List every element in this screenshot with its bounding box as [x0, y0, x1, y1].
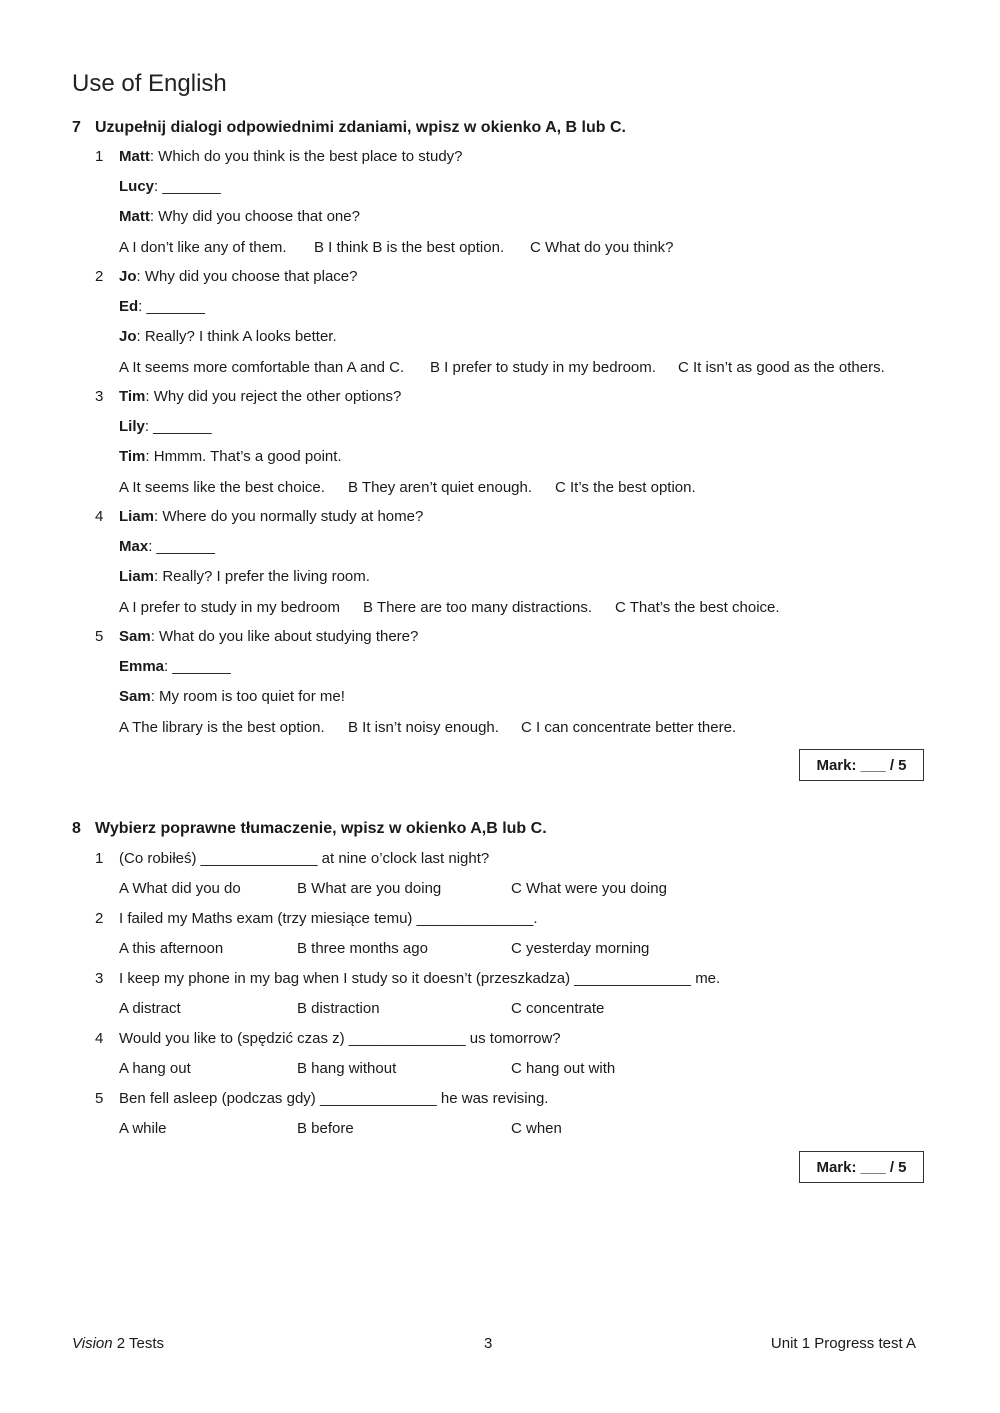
translation-option: B hang without: [297, 1060, 397, 1077]
dialogue-text: : What do you like about studying there?: [150, 628, 419, 645]
answer-option: B They aren’t quiet enough.: [348, 479, 533, 496]
answer-option: B It isn’t noisy enough.: [348, 719, 499, 736]
answer-option: C I can concentrate better there.: [521, 719, 737, 736]
answer-option: A I prefer to study in my bedroom: [119, 599, 340, 616]
answer-option: A It seems like the best choice.: [119, 479, 325, 496]
translation-sentence[interactable]: I keep my phone in my bag when I study so it doesn’t (przeszkadza) ______________ me.: [119, 970, 721, 987]
speaker-name: Jo: [119, 328, 137, 345]
dialogue-text: : Really? I prefer the living room.: [154, 568, 370, 585]
footer-book-title: [72, 1335, 164, 1352]
speaker-name: Emma: [119, 658, 165, 675]
translation-sentence[interactable]: I failed my Maths exam (trzy miesiące temu) ______________.: [119, 910, 538, 927]
answer-option: C It isn’t as good as the others.: [678, 359, 885, 376]
answer-option: A I don’t like any of them.: [119, 239, 287, 256]
answer-option: B I think B is the best option.: [314, 239, 505, 256]
translation-number: 2: [95, 910, 104, 927]
speaker-name: Ed: [119, 298, 139, 315]
dialogue-text: : Which do you think is the best place to study?: [149, 148, 463, 165]
dialogue-number: 3: [95, 388, 104, 405]
dialogue-answer-line[interactable]: [119, 178, 221, 195]
translation-option: C yesterday morning: [511, 940, 650, 957]
footer-book-name: Vision: [72, 1335, 113, 1352]
dialogue-text: : Why did you choose that place?: [136, 268, 358, 285]
answer-option: B There are too many distractions.: [363, 599, 592, 616]
speaker-name: Liam: [119, 508, 155, 525]
dialogue-text: : Why did you reject the other options?: [145, 388, 402, 405]
speaker-name: Sam: [119, 628, 151, 645]
translation-option: B before: [297, 1120, 354, 1137]
page-title: Use of English: [72, 70, 227, 97]
dialogue-number: 1: [95, 148, 104, 165]
section-7-instruction: Uzupełnij dialogi odpowiednimi zdaniami, wpisz w okienko A, B lub C.: [95, 119, 626, 136]
section-8-number: 8: [72, 820, 81, 837]
dialogue-line: [119, 208, 360, 225]
dialogue-answer-line[interactable]: [119, 298, 205, 315]
speaker-name: Sam: [119, 688, 151, 705]
answer-option: C What do you think?: [530, 239, 674, 256]
dialogue-line: [119, 448, 342, 465]
dialogue-text: : _______: [164, 658, 231, 675]
dialogue-line: [119, 688, 345, 705]
section-8-mark-box[interactable]: Mark: ___ / 5: [799, 1151, 924, 1183]
dialogue-text: : _______: [138, 298, 205, 315]
translation-number: 1: [95, 850, 104, 867]
section-7-mark-box[interactable]: Mark: ___ / 5: [799, 749, 924, 781]
answer-option: B I prefer to study in my bedroom.: [430, 359, 656, 376]
translation-option: C hang out with: [511, 1060, 616, 1077]
speaker-name: Lily: [119, 418, 145, 435]
dialogue-number: 2: [95, 268, 104, 285]
dialogue-number: 4: [95, 508, 104, 525]
translation-option: C when: [511, 1120, 562, 1137]
translation-number: 4: [95, 1030, 104, 1047]
speaker-name: Tim: [119, 388, 146, 405]
translation-sentence[interactable]: Would you like to (spędzić czas z) ______________ us tomorrow?: [119, 1030, 561, 1047]
section-8-instruction: Wybierz poprawne tłumaczenie, wpisz w okienko A,B lub C.: [95, 820, 547, 837]
answer-option: C It’s the best option.: [555, 479, 696, 496]
speaker-name: Max: [119, 538, 149, 555]
dialogue-line: [119, 388, 401, 405]
translation-option: B distraction: [297, 1000, 380, 1017]
speaker-name: Lucy: [119, 178, 155, 195]
dialogue-line: [119, 148, 463, 165]
dialogue-answer-line[interactable]: [119, 418, 212, 435]
footer-book-suffix: 2 Tests: [112, 1335, 165, 1352]
dialogue-line: [119, 328, 337, 345]
translation-option: A distract: [119, 1000, 181, 1017]
translation-option: C concentrate: [511, 1000, 605, 1017]
dialogue-text: : _______: [144, 418, 212, 435]
translation-number: 5: [95, 1090, 104, 1107]
speaker-name: Jo: [119, 268, 137, 285]
speaker-name: Matt: [119, 208, 150, 225]
dialogue-text: : Hmmm. That’s a good point.: [145, 448, 342, 465]
section-7-number: 7: [72, 119, 81, 136]
dialogue-text: : Why did you choose that one?: [149, 208, 360, 225]
dialogue-text: : My room is too quiet for me!: [150, 688, 345, 705]
speaker-name: Liam: [119, 568, 155, 585]
translation-sentence[interactable]: Ben fell asleep (podczas gdy) ______________ he was revising.: [119, 1090, 549, 1107]
dialogue-answer-line[interactable]: [119, 538, 215, 555]
dialogue-text: : _______: [154, 178, 221, 195]
translation-option: B What are you doing: [297, 880, 442, 897]
dialogue-line: [119, 628, 418, 645]
dialogue-answer-line[interactable]: [119, 658, 231, 675]
dialogue-text: : _______: [148, 538, 215, 555]
answer-option: C That’s the best choice.: [615, 599, 780, 616]
translation-option: A this afternoon: [119, 940, 224, 957]
translation-option: A What did you do: [119, 880, 241, 897]
translation-option: A hang out: [119, 1060, 191, 1077]
translation-option: A while: [119, 1120, 167, 1137]
dialogue-text: : Where do you normally study at home?: [154, 508, 424, 525]
footer-page-number: 3: [484, 1335, 493, 1352]
dialogue-line: [119, 508, 423, 525]
dialogue-line: [119, 568, 370, 585]
translation-number: 3: [95, 970, 104, 987]
answer-option: A The library is the best option.: [119, 719, 325, 736]
translation-option: C What were you doing: [511, 880, 667, 897]
speaker-name: Matt: [119, 148, 150, 165]
speaker-name: Tim: [119, 448, 146, 465]
dialogue-line: [119, 268, 357, 285]
translation-option: B three months ago: [297, 940, 428, 957]
dialogue-number: 5: [95, 628, 104, 645]
answer-option: A It seems more comfortable than A and C.: [119, 359, 405, 376]
dialogue-text: : Really? I think A looks better.: [136, 328, 337, 345]
translation-sentence[interactable]: (Co robiłeś) ______________ at nine o’clock last night?: [119, 850, 490, 867]
footer-test-name: Unit 1 Progress test A: [770, 1335, 916, 1352]
